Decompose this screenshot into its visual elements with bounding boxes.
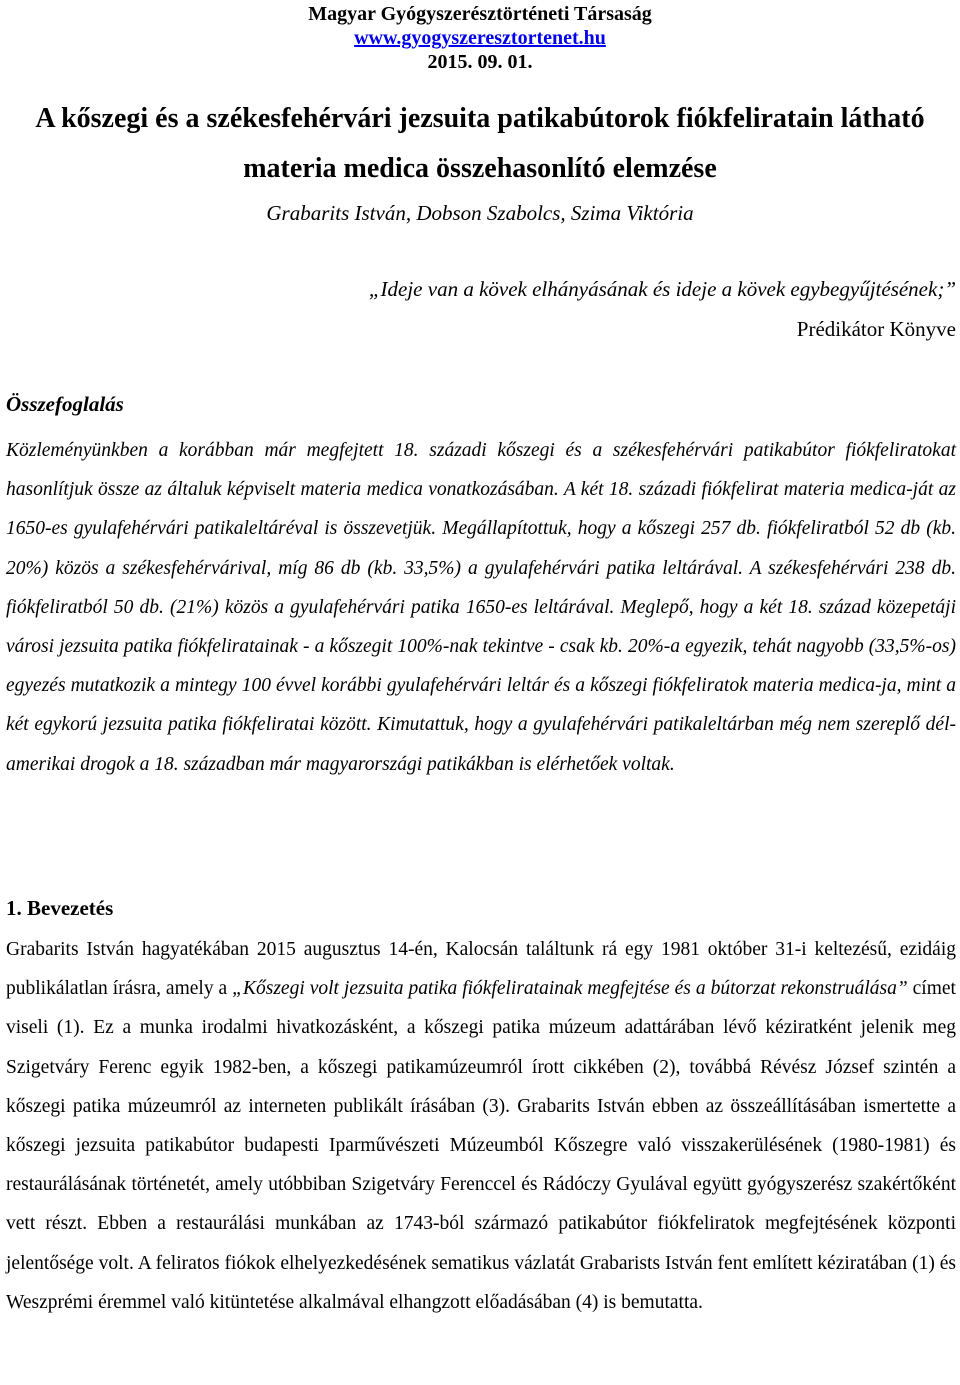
introduction-heading: 1. Bevezetés bbox=[6, 896, 114, 920]
society-name: Magyar Gyógyszerésztörténeti Társaság bbox=[308, 3, 652, 25]
society-url-link[interactable]: www.gyogyszeresztortenet.hu bbox=[354, 27, 606, 49]
publication-date: 2015. 09. 01. bbox=[427, 51, 533, 73]
author-list: Grabarits István, Dobson Szabolcs, Szima Viktória bbox=[266, 201, 694, 225]
abstract-text: Közleményünkben a korábban már megfejtett 18. századi kőszegi és a székesfehérvári patikabútor fiókfeliratokat hasonlítjuk össze az általuk képviselt materia medica vonatkozásában. A két 18. századi fiókfelirat materia medica-ját az 1650-es gyulafehérvári patikaleltáréval is összevetjük. Megállapítottuk, hogy a kőszegi 257 db. fiókfeliratból 52 db (kb. 20%) közös a székesfehérvárival, míg 86 db (kb. 33,5%) a gyulafehérvári patika leltárával. A székesfehérvári 238 db. fiókfeliratból 50 db. (21%) közös a gyulafehérvári patika 1650-es leltárával. Meglepő, hogy a két 18. század közepetáji városi jezsuita patika fiókfeliratainak - a kőszegit 100%-nak tekintve - csak kb. 20%-a egyezik, tehát nagyobb (33,5%-os) egyezés mutatkozik a mintegy 100 évvel korábbi gyulafehérvári leltár és a kőszegi fiókfeliratok materia medica-ja, mint a két egykorú jezsuita patika fiókfeliratai között. Kimutattuk, hogy a gyulafehérvári patikaleltárban még nem szereplő dél-amerikai drogok a 18. században már magyarországi patikákban is elérhetőek voltak. bbox=[6, 440, 956, 775]
motto-source: Prédikátor Könyve bbox=[796, 317, 956, 341]
intro-cited-title: „Kőszegi volt jezsuita patika fiókfeliratainak megfejtése és a bútorzat rekonstruálása” bbox=[232, 978, 908, 1000]
intro-text-start: Grabarits István hagyatékában 2015 augusztus 14-én, Kalocsán találtunk rá egy 1981 október 31-i keltezésű, ezidáig publikálatlan írásra, amely a bbox=[6, 939, 956, 1000]
introduction-text bbox=[6, 930, 956, 1322]
paper-title-line-1: A kőszegi és a székesfehérvári jezsuita patikabútorok fiókfeliratain látható bbox=[35, 103, 925, 134]
abstract-heading: Összefoglalás bbox=[6, 392, 124, 416]
intro-text-end: címet viseli (1). Ez a munka irodalmi hivatkozásként, a kőszegi patika múzeum adattárában lévő kéziratként jelenik meg Szigetváry Ferenc egyik 1982-ben, a kőszegi patikamúzeumról írott cikkében (2), továbbá Révész József szintén a kőszegi patika múzeumról az interneten publikált írásában (3). Grabarits István ebben az összeállításában ismertette a kőszegi jezsuita patikabútor budapesti Iparművészeti Múzeumból Kőszegre való visszakerülésének (1980-1981) és restaurálásának történetét, amely utóbbiban Szigetváry Ferenccel és Rádóczy Gyulával együtt gyógyszerész szakértőként vett részt. Ebben a restaurálási munkában az 1743-ból származó patikabútor fiókfeliratok megfejtésének központi jelentősége volt. A feliratos fiókok elhelyezkedésének sematikus vázlatát Grabarists István fent említett kéziratában (1) és Weszprémi éremmel való kitüntetése alkalmával elhangzott előadásában (4) is bemutatta. bbox=[6, 978, 956, 1313]
motto-quote: „Ideje van a kövek elhányásának és ideje a kövek egybegyűjtésének;” bbox=[368, 277, 956, 301]
paper-title-line-2: materia medica összehasonlító elemzése bbox=[243, 153, 717, 184]
